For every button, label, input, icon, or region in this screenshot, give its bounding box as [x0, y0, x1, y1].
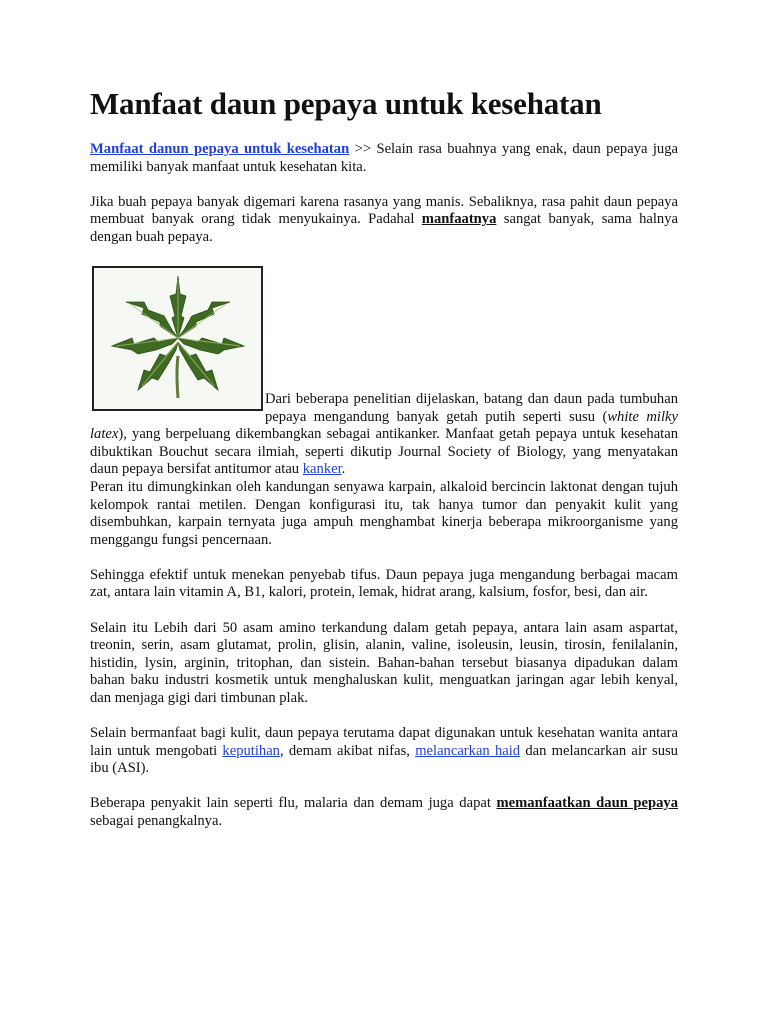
paragraph-5: Selain itu Lebih dari 50 asam amino terkandung dalam getah pepaya, antara lain asam aspartat, treonin, serin, asam glutamat, prolin, glisin, alanin, valine, isoleusin, leusin, tirosin, fenilalanin, histidin, lysin, arginin, tritophan, dan sistein. Bahan-bahan tersebut biasanya dipadukan dalam bahan baku industri kosmetik untuk menghaluskan kulit, menguatkan jaringan agar lebih kenyal, dan menjaga gigi dari timbunan plak. — [90, 619, 678, 706]
paragraph-2 — [90, 194, 678, 247]
intro-link[interactable]: Manfaat danun pepaya untuk kesehatan — [90, 141, 350, 157]
paragraph-6-text-end: dan melancarkan air susu ibu (ASI). — [90, 742, 678, 777]
intro-paragraph — [90, 141, 678, 176]
article-body — [90, 84, 678, 848]
paragraph-3b: Peran itu dimungkinkan oleh kandungan senyawa karpain, alkaloid bercincin laktonat dengan tujuh kelompok rantai metilen. Dengan konfigurasi itu, tak hanya tumor dan penyakit kulit yang disembuhkan, karpain ternyata juga ampuh menghambat kinerja beberapa mikroorganisme yang menggangu fungsi pencernaan. — [90, 478, 678, 548]
paragraph-6-text: Selain bermanfaat bagi kulit, daun pepaya terutama dapat digunakan untuk kesehatan wanita antara lain untuk mengobati — [90, 724, 678, 759]
memanfaatkan-daun-pepaya-link[interactable]: memanfaatkan daun pepaya — [496, 795, 679, 812]
page-title: Manfaat daun pepaya untuk kesehatan — [90, 86, 602, 121]
paragraph-3-text-end: . — [341, 461, 346, 478]
paragraph-2-text: Jika buah pepaya banyak digemari karena rasanya yang manis. Sebaliknya, rasa pahit daun pepaya membuat banyak orang tidak menyukainya. Padahal — [90, 193, 678, 228]
intro-text: >> Selain rasa buahnya yang enak, daun pepaya juga memiliki banyak manfaat untuk kesehatan kita. — [90, 141, 678, 175]
manfaatnya-link[interactable]: manfaatnya — [421, 211, 497, 228]
melancarkan-haid-link[interactable]: melancarkan haid — [415, 742, 521, 759]
keputihan-link[interactable]: keputihan — [222, 742, 280, 759]
paragraph-6 — [90, 725, 678, 778]
paragraph-2-text-end: sangat banyak, sama halnya dengan buah pepaya. — [90, 211, 678, 245]
paragraph-3-text: Dari beberapa penelitian dijelaskan, batang dan daun pada tumbuhan pepaya mengandung banyak getah putih seperti susu ( — [265, 390, 678, 425]
white-milky-latex-term: white milky latex — [90, 408, 678, 443]
paragraph-7-text: Beberapa penyakit lain seperti flu, malaria dan demam juga dapat — [90, 795, 497, 812]
paragraph-4: Sehingga efektif untuk menekan penyebab tifus. Daun pepaya juga mengandung berbagai macam zat, antara lain vitamin A, B1, kalori, protein, lemak, hidrat arang, kalsium, fosfor, besi, dan air. — [90, 566, 678, 601]
papaya-leaf-image — [92, 266, 263, 411]
paragraph-7-text-end: sebagai penangkalnya. — [90, 812, 223, 829]
paragraph-7 — [90, 795, 678, 830]
paragraph-3-block — [90, 264, 678, 549]
paragraph-3-text-middle: ), yang berpeluang dikembangkan sebagai antikanker. Manfaat getah pepaya untuk kesehatan dibuktikan Bouchut secara ilmiah, seperti dikutip Journal Society of Biology, yang menyatakan daun pepaya bersifat antitumor atau — [90, 426, 678, 478]
paragraph-6-text-middle: , demam akibat nifas, — [279, 742, 416, 759]
kanker-link[interactable]: kanker — [302, 461, 342, 478]
